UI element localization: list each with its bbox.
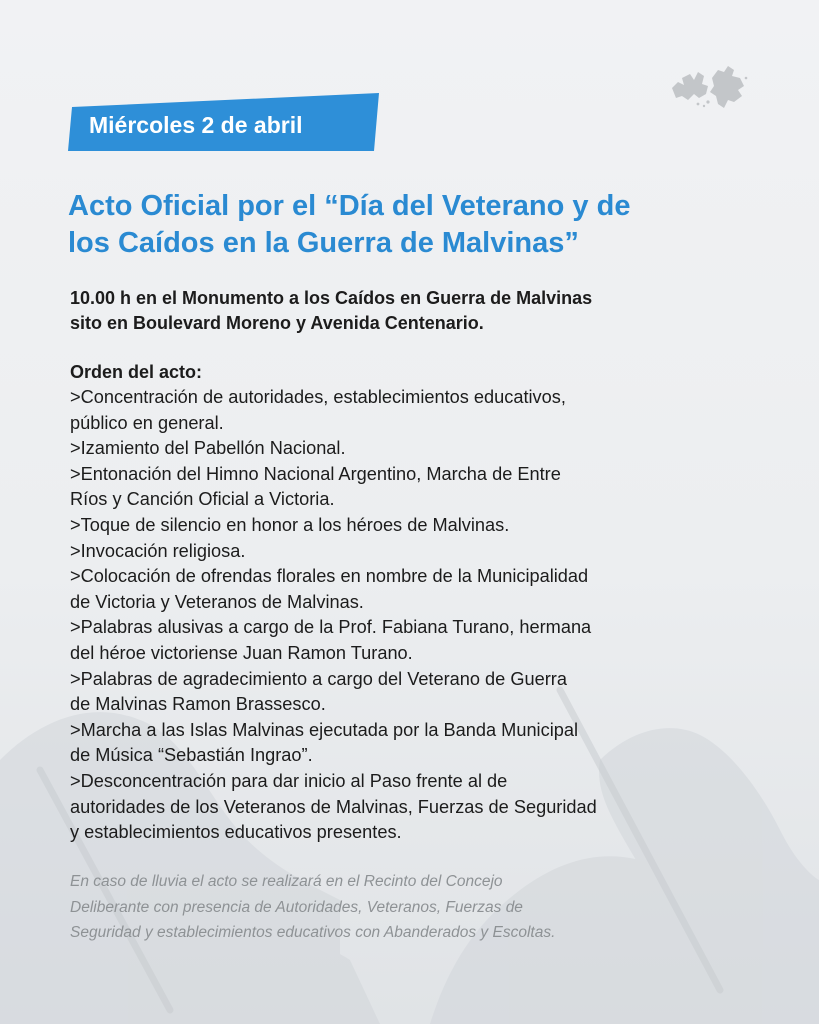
title-line: los Caídos en la Guerra de Malvinas”	[68, 227, 579, 259]
order-item	[70, 769, 785, 846]
title-line: Acto Oficial por el “Día del Veterano y de	[68, 190, 631, 222]
order-item	[70, 462, 785, 513]
order-item	[70, 513, 785, 539]
order-item	[70, 564, 785, 615]
order-item-line: >Colocación de ofrendas florales en nombre de la Municipalidad	[70, 566, 589, 587]
order-item-line: público en general.	[70, 412, 224, 433]
event-date: Miércoles 2 de abril	[89, 112, 303, 138]
order-item-line: de Victoria y Veteranos de Malvinas.	[70, 591, 364, 612]
order-item	[70, 385, 785, 436]
order-item-line: autoridades de los Veteranos de Malvinas, Fuerzas de Seguridad	[70, 796, 597, 817]
order-item-line: >Concentración de autoridades, establecimientos educativos,	[70, 387, 566, 407]
order-item	[70, 667, 785, 718]
event-time-location	[70, 286, 770, 336]
note-line: En caso de lluvia el acto se realizará en el Recinto del Concejo	[70, 873, 503, 890]
order-item	[70, 615, 785, 666]
rain-note	[70, 869, 790, 946]
lead-line: 10.00 h en el Monumento a los Caídos en Guerra de Malvinas	[70, 288, 593, 308]
order-item-line: Ríos y Canción Oficial a Victoria.	[70, 489, 335, 510]
order-item-line: de Malvinas Ramon Brassesco.	[70, 694, 326, 715]
order-item	[70, 539, 785, 565]
order-item-line: >Izamiento del Pabellón Nacional.	[70, 438, 346, 459]
order-item-line: >Palabras de agradecimiento a cargo del Veterano de Guerra	[70, 668, 567, 689]
malvinas-islands-icon	[668, 58, 752, 116]
note-line: Deliberante con presencia de Autoridades, Veteranos, Fuerzas de	[70, 898, 523, 916]
event-title	[68, 188, 768, 262]
order-item-line: de Música “Sebastián Ingrao”.	[70, 745, 313, 766]
order-item	[70, 436, 785, 462]
order-item-line: >Toque de silencio en honor a los héroes de Malvinas.	[70, 514, 510, 535]
order-item-line: >Marcha a las Islas Malvinas ejecutada por la Banda Municipal	[70, 719, 579, 740]
order-item	[70, 718, 785, 769]
order-item-line: del héroe victoriense Juan Ramon Turano.	[70, 642, 413, 663]
order-item-line: y establecimientos educativos presentes.	[70, 822, 402, 843]
order-item-line: >Palabras alusivas a cargo de la Prof. Fabiana Turano, hermana	[70, 617, 592, 638]
note-line: Seguridad y establecimientos educativos con Abanderados y Escoltas.	[70, 924, 556, 941]
order-list	[70, 385, 785, 846]
order-item-line: >Invocación religiosa.	[70, 540, 246, 561]
lead-line: sito en Boulevard Moreno y Avenida Centenario.	[70, 313, 484, 333]
order-item-line: >Desconcentración para dar inicio al Paso frente al de	[70, 770, 508, 791]
order-item-line: >Entonación del Himno Nacional Argentino, Marcha de Entre	[70, 463, 561, 484]
order-heading: Orden del acto:	[70, 362, 203, 382]
